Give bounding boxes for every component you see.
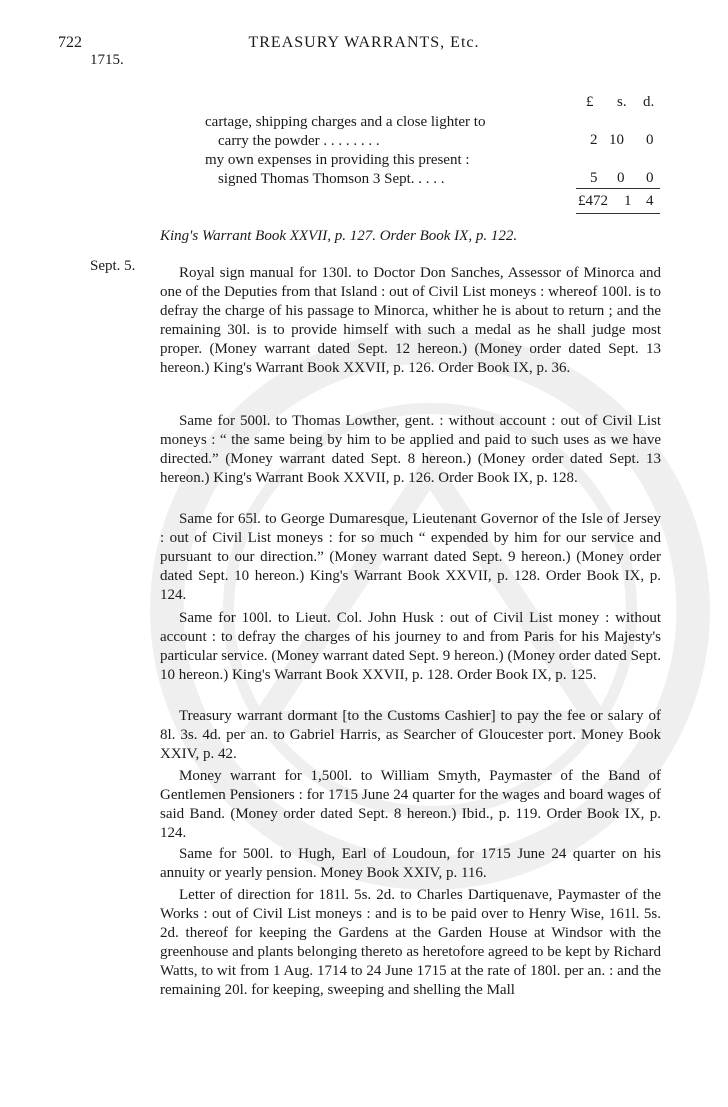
account-item-1-line1: cartage, shipping charges and a close lighter to: [205, 114, 486, 130]
total-rule-top: [576, 188, 660, 189]
entry-3: Same for 65l. to George Dumaresque, Lieutenant Governor of the Isle of Jersey : out of Civil List moneys : for so much “ expended by him for our service and pursuant to our direction.” (Money warrant dated Sept. 9 hereon.) (Money order dated Sept. 10 hereon.) King's Warrant Book XXVII, p. 128. Order Book IX, p. 124.: [160, 511, 661, 603]
entry-2: Same for 500l. to Thomas Lowther, gent. : without account : out of Civil List moneys : “ the same being by him to be applied and paid to such uses as we have directed.” (Money warrant dated Sept. 8 hereon.) (Money order dated Sept. 13 hereon.) King's Warrant Book XXVII, p. 126. Order Book IX, p. 128.: [160, 413, 661, 486]
reference-line: King's Warrant Book XXVII, p. 127. Order Book IX, p. 122.: [160, 228, 518, 244]
col-label-shillings: s.: [617, 94, 627, 110]
account-total-shillings: 1: [624, 193, 632, 209]
entry-8: Letter of direction for 181l. 5s. 2d. to Charles Dartiquenave, Paymaster of the Works : out of Civil List moneys : and is to be paid over to Henry Wise, 161l. 5s. 2d. thereof for keeping the Gardens at the Garden House at Windsor with the greenhouse and plants belonging thereto as heretofore agreed to be kept by Richard Watts, to wit from 1 Aug. 1714 to 24 June 1715 at the rate of 180l. per an. : and the remaining 20l. for keeping, sweeping and shelling the Mall: [160, 887, 661, 998]
total-rule-bottom: [576, 213, 660, 214]
entry-5: Treasury warrant dormant [to the Customs Cashier] to pay the fee or salary of 8l. 3s. 4d. per an. to Gabriel Harris, as Searcher of Gloucester port. Money Book XXIV, p. 42.: [160, 708, 661, 762]
col-label-pence: d.: [643, 94, 655, 110]
page-year: 1715.: [90, 52, 124, 68]
account-item-1-pounds: 2: [590, 132, 598, 148]
account-item-1-pence: 0: [646, 132, 654, 148]
entry-4: Same for 100l. to Lieut. Col. John Husk : out of Civil List money : without account : to defray the charges of his journey to and from Paris for his Majesty's particular service. (Money warrant dated Sept. 9 hereon.) (Money order dated Sept. 10 hereon.) King's Warrant Book XXVII, p. 128. Order Book IX, p. 125.: [160, 610, 661, 683]
running-title: TREASURY WARRANTS, Etc.: [248, 34, 480, 51]
entry-7: Same for 500l. to Hugh, Earl of Loudoun, for 1715 June 24 quarter on his annuity or yearly pension. Money Book XXIV, p. 116.: [160, 846, 661, 881]
page-number: 722: [58, 34, 82, 51]
margin-date: Sept. 5.: [90, 258, 136, 274]
entry-6: Money warrant for 1,500l. to William Smyth, Paymaster of the Band of Gentlemen Pensioners : for 1715 June 24 quarter for the wages and board wages of said Band. (Money order dated Sept. 8 hereon.) Ibid., p. 119. Order Book IX, p. 124.: [160, 768, 661, 841]
account-item-2-line1: my own expenses in providing this present :: [205, 152, 470, 168]
account-item-2-pence: 0: [646, 170, 654, 186]
account-total-pence: 4: [646, 193, 654, 209]
col-label-pounds: £: [586, 94, 594, 110]
account-total-pounds: £472: [578, 193, 608, 209]
account-item-1-line2: carry the powder . . . . . . . .: [218, 133, 380, 149]
account-item-2-line2: signed Thomas Thomson 3 Sept. . . . .: [218, 171, 445, 187]
entry-1: Royal sign manual for 130l. to Doctor Don Sanches, Assessor of Minorca and one of the Deputies from that Island : out of Civil List moneys : whereof 100l. is to defray the charge of his passage to Minorca, whither he is about to return ; and the remaining 30l. is to provide himself with such a medal as he shall judge most proper. (Money warrant dated Sept. 12 hereon.) (Money order dated Sept. 13 hereon.) King's Warrant Book XXVII, p. 126. Order Book IX, p. 36.: [160, 265, 661, 376]
account-item-1-shillings: 10: [609, 132, 624, 148]
account-item-2-shillings: 0: [617, 170, 625, 186]
account-item-2-pounds: 5: [590, 170, 598, 186]
